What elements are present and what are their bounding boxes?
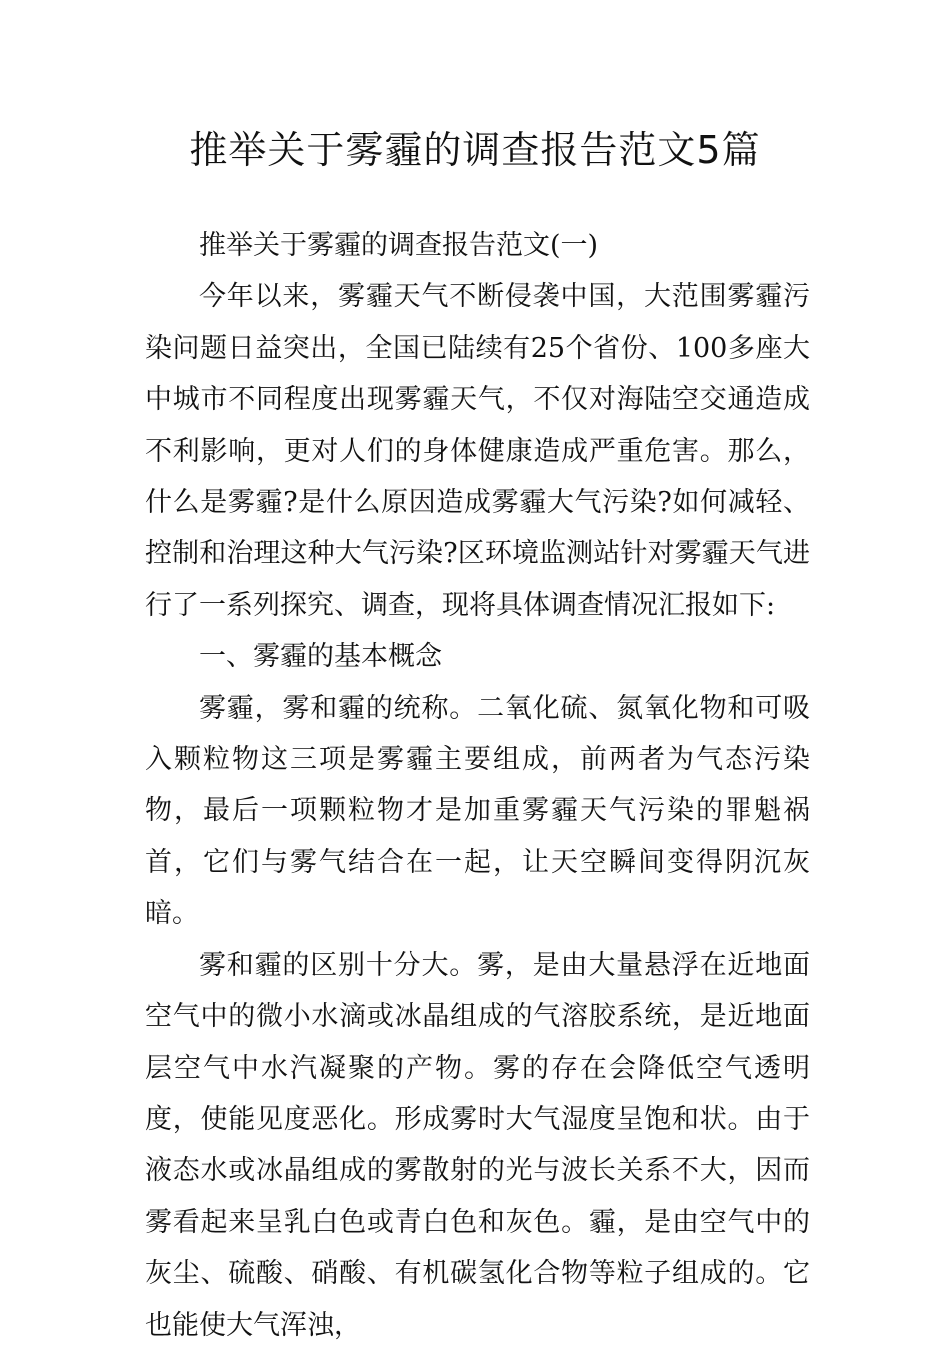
document-title: 推举关于雾霾的调查报告范文5篇: [189, 128, 761, 172]
paragraph: 雾和霾的区别十分大。雾，是由大量悬浮在近地面空气中的微小水滴或冰晶组成的气溶胶系统，是近地面层空气中水汽凝聚的产物。雾的存在会降低空气透明度，使能见度恶化。形成雾时大气湿度呈饱和状。由于液态水或冰晶组成的雾散射的光与波长关系不大，因而雾看起来呈乳白色或青白色和灰色。霾，是由空气中的灰尘、硫酸、硝酸、有机碳氢化合物等粒子组成的。它也能使大气浑浊，: [145, 949, 810, 1341]
section-heading: 推举关于雾霾的调查报告范文(一): [199, 230, 599, 261]
section-heading: 一、雾霾的基本概念: [199, 641, 442, 673]
paragraph: 今年以来，雾霾天气不断侵袭中国，大范围雾霾污染问题日益突出，全国已陆续有25个省份、100多座大中城市不同程度出现雾霾天气，不仅对海陆空交通造成不利影响，更对人们的身体健康造成严重危害。那么，什么是雾霾?是什么原因造成雾霾大气污染?如何减轻、控制和治理这种大气污染?区环境监测站针对雾霾天气进行了一系列探究、调查，现将具体调查情况汇报如下:: [145, 281, 810, 621]
paragraph: 雾霾，雾和霾的统称。二氧化硫、氮氧化物和可吸入颗粒物这三项是雾霾主要组成，前两者为气态污染物，最后一项颗粒物才是加重雾霾天气污染的罪魁祸首，它们与雾气结合在一起，让天空瞬间变得阴沉灰暗。: [145, 692, 810, 930]
document-body: [145, 220, 810, 1351]
